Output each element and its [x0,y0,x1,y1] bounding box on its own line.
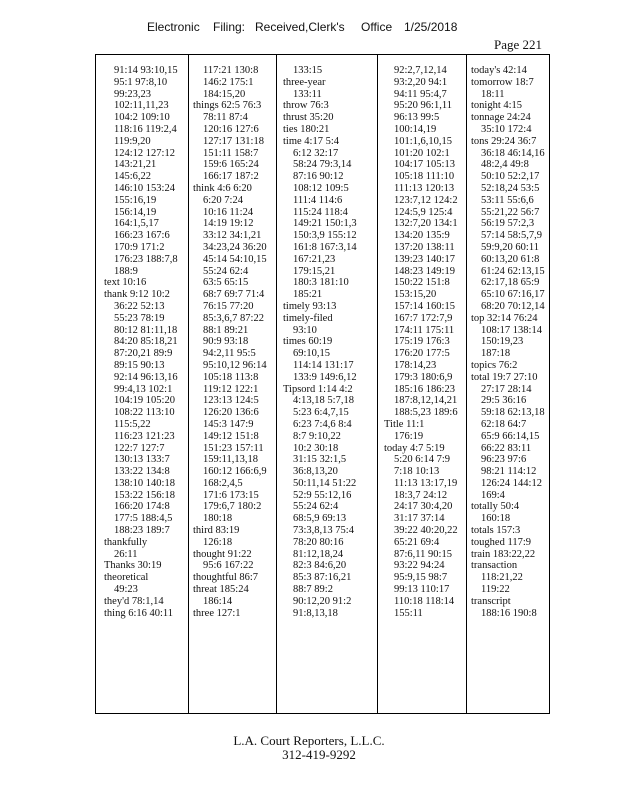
index-line: 123:13 124:5 [203,395,259,407]
index-line: 62:17,18 65:9 [481,277,540,289]
index-column-2 [189,55,277,713]
index-line: 91:8,13,18 [293,607,338,619]
index-line: 166:17 187:2 [203,171,259,183]
index-line: 50:10 52:2,17 [481,171,540,183]
index-line: 149:21 150:1,3 [293,218,357,230]
index-line: transaction [471,560,518,572]
index-line: 108:12 109:5 [293,182,349,194]
index-line: 65:9 66:14,15 [481,430,540,442]
index-line: 95:9,15 98:7 [394,572,448,584]
index-line: 90:12,20 91:2 [293,595,352,607]
index-line: timely 93:13 [283,300,337,312]
index-line: 89:15 90:13 [114,359,165,371]
index-line: 62:18 64:7 [481,418,527,430]
index-line: 73:3,8,13 75:4 [293,525,354,537]
index-line: tomorrow 18:7 [471,76,534,88]
index-line: 52:9 55:12,16 [293,489,352,501]
index-line: 133:15 [293,65,323,76]
index-line: 78:11 87:4 [203,112,248,124]
index-line: thankfully [104,536,148,548]
footer-company: L.A. Court Reporters, L.L.C. [233,733,385,748]
index-line: 117:21 130:8 [203,65,259,76]
index-line: Title 11:1 [384,418,425,430]
index-line: 27:17 28:14 [481,383,532,395]
index-line: 85:3,6,7 87:22 [203,312,264,324]
index-line: 99:4,13 102:1 [114,383,173,395]
index-line: 33:12 34:1,21 [203,230,262,242]
index-line: 65:21 69:4 [394,536,440,548]
index-column-3 [277,55,378,713]
index-line: 179:6,7 180:2 [203,501,262,513]
word-index-table [95,54,550,714]
index-line: totally 50:4 [471,501,520,513]
index-line: 98:21 114:12 [481,466,537,478]
index-line: 150:3,9 155:12 [293,230,357,242]
index-line: 68:7 69:7 71:4 [203,289,265,301]
index-line: 155:16,19 [114,194,157,206]
index-line: 31:17 37:14 [394,513,445,525]
index-line: 188:16 190:8 [481,607,537,619]
index-line: 186:14 [203,595,233,607]
index-line: 104:2 109:10 [114,112,170,124]
index-line: toughed 117:9 [471,536,531,548]
index-line: 126:20 136:6 [203,407,259,419]
index-line: 92:14 96:13,16 [114,371,178,383]
index-line: 185:16 186:23 [394,383,455,395]
index-line: totals 157:3 [471,525,521,537]
index-line: 157:14 160:15 [394,300,455,312]
index-line: 7:18 10:13 [394,466,440,478]
index-line: 161:8 167:3,14 [293,241,357,253]
index-line: topics 76:2 [471,359,518,371]
index-line: 167:21,23 [293,253,336,265]
index-line: 101:20 102:1 [394,147,450,159]
index-line: 56:19 57:2,3 [481,218,535,230]
index-line: 115:24 118:4 [293,206,348,218]
header-date: 1/25/2018 [404,20,458,34]
index-line: 68:20 70:12,14 [481,300,545,312]
index-line: 124:5,9 125:4 [394,206,453,218]
index-line: 88:7 89:2 [293,584,333,596]
index-line: 94:11 95:4,7 [394,88,447,100]
index-line: three-year [283,76,326,88]
index-line: 180:18 [203,513,233,525]
index-line: 78:20 80:16 [293,536,344,548]
index-line: 49:23 [114,584,138,596]
index-line: 123:7,12 124:2 [394,194,458,206]
index-line: 110:18 118:14 [394,595,455,607]
index-line: 61:24 62:13,15 [481,265,545,277]
index-line: thing 6:16 40:11 [104,607,174,619]
index-line: 185:21 [293,289,323,301]
index-line: 179:15,21 [293,265,336,277]
index-line: train 183:22,22 [471,548,536,560]
index-line: 108:17 138:14 [481,324,542,336]
index-line: 176:19 [394,430,424,442]
index-line: 150:19,23 [481,336,524,348]
index-line: today's 42:14 [471,65,527,76]
index-line: 171:6 173:15 [203,489,259,501]
index-line: 65:10 67:16,17 [481,289,545,301]
index-line: 105:18 113:8 [203,371,259,383]
index-line: 138:10 140:18 [114,477,175,489]
index-line: 85:3 87:16,21 [293,572,352,584]
index-line: 11:13 13:17,19 [394,477,458,489]
index-line: 127:17 131:18 [203,135,264,147]
index-line: 111:4 114:6 [293,194,343,206]
index-line: 31:15 32:1,5 [293,454,347,466]
index-line: 101:1,6,10,15 [394,135,453,147]
index-line: Thanks 30:19 [104,560,162,572]
index-line: 132:7,20 134:1 [394,218,458,230]
index-line: 184:15,20 [203,88,246,100]
index-line: tonight 4:15 [471,100,523,112]
index-line: 124:12 127:12 [114,147,175,159]
index-line: 14:19 19:12 [203,218,254,230]
index-line: transcript [471,595,511,607]
index-line: 80:12 81:11,18 [114,324,178,336]
index-line: 95:10,12 96:14 [203,359,267,371]
header-filing: Filing: [213,20,246,34]
index-line: 187:18 [481,348,511,360]
index-line: 5:23 6:4,7,15 [293,407,349,419]
index-line: 87:20,21 89:9 [114,348,173,360]
index-line: 153:22 156:18 [114,489,175,501]
index-line: 146:10 153:24 [114,182,175,194]
index-line: 81:12,18,24 [293,548,344,560]
index-line: 169:4 [481,489,505,501]
index-line: total 19:7 27:10 [471,371,538,383]
index-line: 156:14,19 [114,206,157,218]
index-line: today 4:7 5:19 [384,442,445,454]
index-line: 95:20 96:1,11 [394,100,452,112]
index-line: 155:11 [394,607,423,619]
index-line: 60:13,20 61:8 [481,253,540,265]
index-line: 96:23 97:6 [481,454,527,466]
header-received: Received,Clerk's [255,20,345,34]
index-line: 150:22 151:8 [394,277,450,289]
index-line: 66:22 83:11 [481,442,532,454]
index-line: 63:5 65:15 [203,277,249,289]
header-electronic: Electronic [147,20,200,34]
index-line: 104:19 105:20 [114,395,175,407]
index-line: 50:11,14 51:22 [293,477,357,489]
index-line: top 32:14 76:24 [471,312,538,324]
index-line: 148:23 149:19 [394,265,455,277]
index-line: 119:22 [481,584,510,596]
index-line: they'd 78:1,14 [104,595,164,607]
index-line: 146:2 175:1 [203,76,254,88]
index-line: 119:9,20 [114,135,151,147]
index-line: 59:18 62:13,18 [481,407,545,419]
index-line: 45:14 54:10,15 [203,253,267,265]
index-line: 95:6 167:22 [203,560,254,572]
index-line: thought 91:22 [193,548,252,560]
index-line: tonnage 24:24 [471,112,531,124]
index-line: 93:2,20 94:1 [394,76,448,88]
index-line: 188:23 189:7 [114,525,170,537]
index-line: times 60:19 [283,336,333,348]
footer [0,734,618,762]
index-line: 10:2 30:18 [293,442,339,454]
index-line: 166:20 174:8 [114,501,170,513]
index-line: 126:24 144:12 [481,477,542,489]
index-line: 99:13 110:17 [394,584,450,596]
index-line: tons 29:24 36:7 [471,135,537,147]
index-line: 122:7 127:7 [114,442,165,454]
index-line: three 127:1 [193,607,241,619]
index-line: 133:9 149:6,12 [293,371,357,383]
index-line: 160:18 [481,513,511,525]
index-line: thoughtful 86:7 [193,572,259,584]
footer-phone: 312-419-9292 [282,747,356,762]
index-line: 6:20 7:24 [203,194,243,206]
index-line: ties 180:21 [283,123,330,135]
index-line: 4:13,18 5:7,18 [293,395,354,407]
index-line: 55:24 62:4 [293,501,339,513]
index-line: 36:8,13,20 [293,466,338,478]
index-line: 48:2,4 49:8 [481,159,529,171]
index-line: 160:12 166:6,9 [203,466,267,478]
index-line: 53:11 55:6,6 [481,194,534,206]
index-line: 93:10 [293,324,317,336]
index-line: 137:20 138:11 [394,241,455,253]
index-column-4 [378,55,467,713]
index-line: 36:18 46:14,16 [481,147,545,159]
index-line: 76:15 77:20 [203,300,254,312]
index-line: Tipsord 1:14 4:2 [283,383,353,395]
index-line: 57:14 58:5,7,9 [481,230,542,242]
index-line: 102:11,11,23 [114,100,169,112]
index-line: 24:17 30:4,20 [394,501,453,513]
index-line: 18:11 [481,88,505,100]
index-line: 118:21,22 [481,572,523,584]
index-line: 114:14 131:17 [293,359,354,371]
index-line: 151:23 157:11 [203,442,264,454]
index-line: thank 9:12 10:2 [104,289,170,301]
index-line: 26:11 [114,548,138,560]
index-line: 52:18,24 53:5 [481,182,540,194]
index-line: 168:2,4,5 [203,477,243,489]
index-line: 151:11 158:7 [203,147,259,159]
index-line: things 62:5 76:3 [193,100,262,112]
index-line: 133:11 [293,88,322,100]
index-line: 58:24 79:3,14 [293,159,352,171]
index-line: 153:15,20 [394,289,437,301]
index-line: 69:10,15 [293,348,331,360]
index-line: 34:23,24 36:20 [203,241,267,253]
index-line: 175:19 176:3 [394,336,450,348]
index-line: 100:14,19 [394,123,437,135]
index-line: throw 76:3 [283,100,329,112]
index-line: 36:22 52:13 [114,300,165,312]
index-line: timely-filed [283,312,333,324]
index-line: think 4:6 6:20 [193,182,252,194]
index-line: 82:3 84:6,20 [293,560,347,572]
index-line: 18:3,7 24:12 [394,489,448,501]
index-line: 108:22 113:10 [114,407,175,419]
index-line: 119:12 122:1 [203,383,259,395]
index-column-5 [467,55,551,713]
index-line: 55:24 62:4 [203,265,249,277]
index-line: 187:8,12,14,21 [394,395,458,407]
index-line: 68:5,9 69:13 [293,513,347,525]
index-line: 55:23 78:19 [114,312,165,324]
index-line: theoretical [104,572,149,584]
index-line: 145:3 147:9 [203,418,254,430]
index-line: third 83:19 [193,525,240,537]
index-line: 133:22 134:8 [114,466,170,478]
index-line: 177:5 188:4,5 [114,513,173,525]
index-line: 149:12 151:8 [203,430,259,442]
index-line: 6:12 32:17 [293,147,339,159]
index-line: 59:9,20 60:11 [481,241,539,253]
index-line: 167:7 172:7,9 [394,312,453,324]
index-line: 8:7 9:10,22 [293,430,341,442]
index-line: threat 185:24 [193,584,249,596]
index-line: 111:13 120:13 [394,182,455,194]
index-line: 104:17 105:13 [394,159,455,171]
index-line: 179:3 180:6,9 [394,371,453,383]
index-line: 105:18 111:10 [394,171,455,183]
index-line: 180:3 181:10 [293,277,349,289]
index-line: 164:1,5,17 [114,218,159,230]
index-line: 6:23 7:4,6 8:4 [293,418,352,430]
index-line: 118:16 119:2,4 [114,123,177,135]
index-line: 188:5,23 189:6 [394,407,458,419]
index-line: 174:11 175:11 [394,324,455,336]
index-line: 176:23 188:7,8 [114,253,178,265]
index-line: 178:14,23 [394,359,437,371]
index-line: 120:16 127:6 [203,123,259,135]
index-line: 134:20 135:9 [394,230,450,242]
index-line: 170:9 171:2 [114,241,165,253]
header-office: Office [361,20,393,34]
index-line: 84:20 85:18,21 [114,336,178,348]
index-line: 99:23,23 [114,88,152,100]
index-line: 115:5,22 [114,418,151,430]
index-line: time 4:17 5:4 [283,135,339,147]
index-line: 92:2,7,12,14 [394,65,447,76]
index-line: 188:9 [114,265,138,277]
index-line: 159:11,13,18 [203,454,259,466]
index-line: 94:2,11 95:5 [203,348,256,360]
index-line: 176:20 177:5 [394,348,450,360]
index-line: 10:16 11:24 [203,206,254,218]
index-line: text 10:16 [104,277,147,289]
index-line: 90:9 93:18 [203,336,249,348]
index-line: 87:6,11 90:15 [394,548,452,560]
index-line: 88:1 89:21 [203,324,249,336]
index-line: 139:23 140:17 [394,253,455,265]
index-line: 35:10 172:4 [481,123,532,135]
index-line: 39:22 40:20,22 [394,525,458,537]
index-line: 29:5 36:16 [481,395,527,407]
index-line: 166:23 167:6 [114,230,170,242]
index-line: 116:23 121:23 [114,430,175,442]
index-line: 96:13 99:5 [394,112,440,124]
page-number: Page 221 [494,37,543,52]
index-line: 130:13 133:7 [114,454,170,466]
index-line: 91:14 93:10,15 [114,65,178,76]
index-line: 145:6,22 [114,171,152,183]
index-line: 143:21,21 [114,159,157,171]
index-line: 93:22 94:24 [394,560,445,572]
index-line: thrust 35:20 [283,112,334,124]
index-line: 87:16 90:12 [293,171,344,183]
index-line: 95:1 97:8,10 [114,76,168,88]
index-column-1 [96,55,189,713]
index-line: 5:20 6:14 7:9 [394,454,451,466]
index-line: 126:18 [203,536,233,548]
index-line: 55:21,22 56:7 [481,206,540,218]
index-line: 159:6 165:24 [203,159,259,171]
